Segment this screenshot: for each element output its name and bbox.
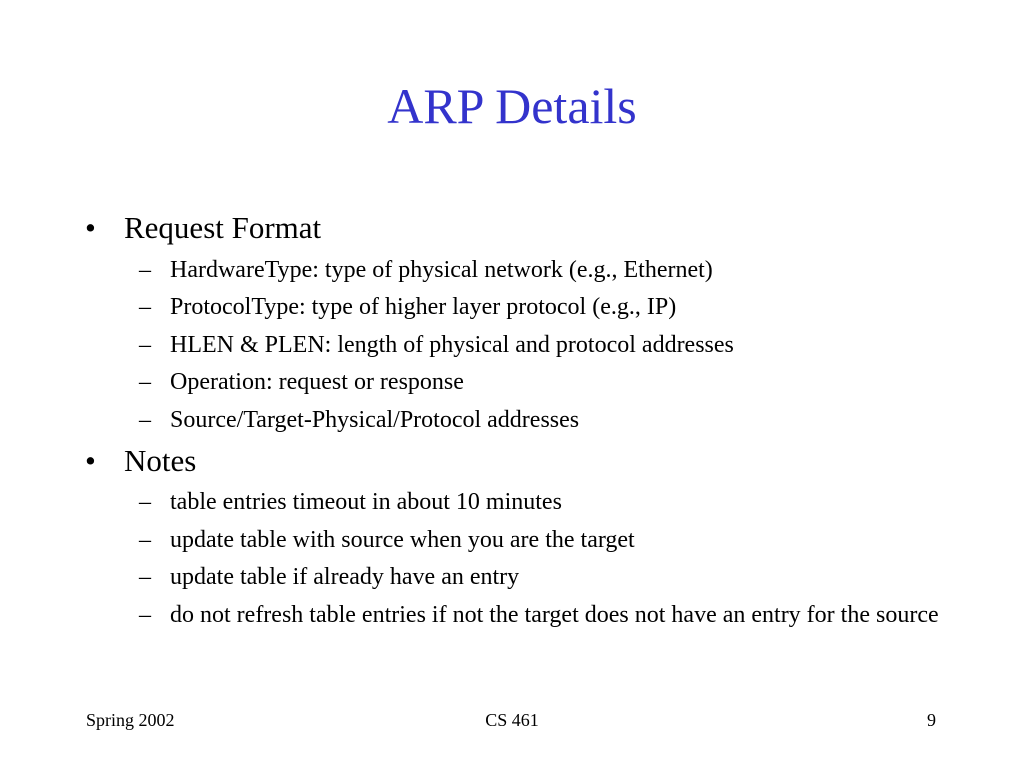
footer-page-number: 9: [927, 710, 936, 730]
dash-mark: –: [139, 527, 151, 553]
sub-item-text: HLEN & PLEN: length of physical and protocol addresses: [170, 332, 734, 358]
bullet-mark: •: [85, 443, 96, 478]
sub-item-text: ProtocolType: type of higher layer protocol (e.g., IP): [170, 294, 677, 320]
sub-item: [139, 487, 950, 517]
bullet-notes: [85, 443, 197, 479]
sub-item-text: update table if already have an entry: [170, 564, 520, 590]
dash-mark: –: [139, 369, 151, 395]
dash-mark: –: [139, 407, 151, 433]
dash-mark: –: [139, 564, 151, 590]
footer-date: Spring 2002: [86, 710, 175, 730]
sub-item: [139, 292, 950, 322]
sub-item-text: table entries timeout in about 10 minutes: [170, 489, 562, 515]
sub-item: [139, 562, 950, 592]
sub-item-text: do not refresh table entries if not the target does not have an entry for the source: [170, 602, 939, 628]
dash-mark: –: [139, 294, 151, 320]
sub-item-text: HardwareType: type of physical network (e.g., Ethernet): [170, 257, 713, 283]
dash-mark: –: [139, 332, 151, 358]
sub-item-text: Operation: request or response: [170, 369, 464, 395]
sub-item: [139, 405, 950, 435]
bullet-label: Request Format: [124, 210, 322, 245]
slide-title: ARP Details: [387, 78, 637, 134]
sub-item: [139, 367, 950, 397]
dash-mark: –: [139, 257, 151, 283]
sub-item-text: update table with source when you are the target: [170, 527, 635, 553]
footer-course: CS 461: [485, 710, 539, 730]
dash-mark: –: [139, 489, 151, 515]
bullet-label: Notes: [124, 443, 197, 478]
sub-item: [139, 255, 950, 285]
sub-item: [139, 525, 950, 555]
sub-item: [139, 600, 950, 630]
bullet-request-format: [85, 210, 322, 246]
bullet-mark: •: [85, 210, 96, 245]
sub-item-text: Source/Target-Physical/Protocol addresses: [170, 407, 580, 433]
sub-item: [139, 330, 950, 360]
dash-mark: –: [139, 602, 151, 628]
